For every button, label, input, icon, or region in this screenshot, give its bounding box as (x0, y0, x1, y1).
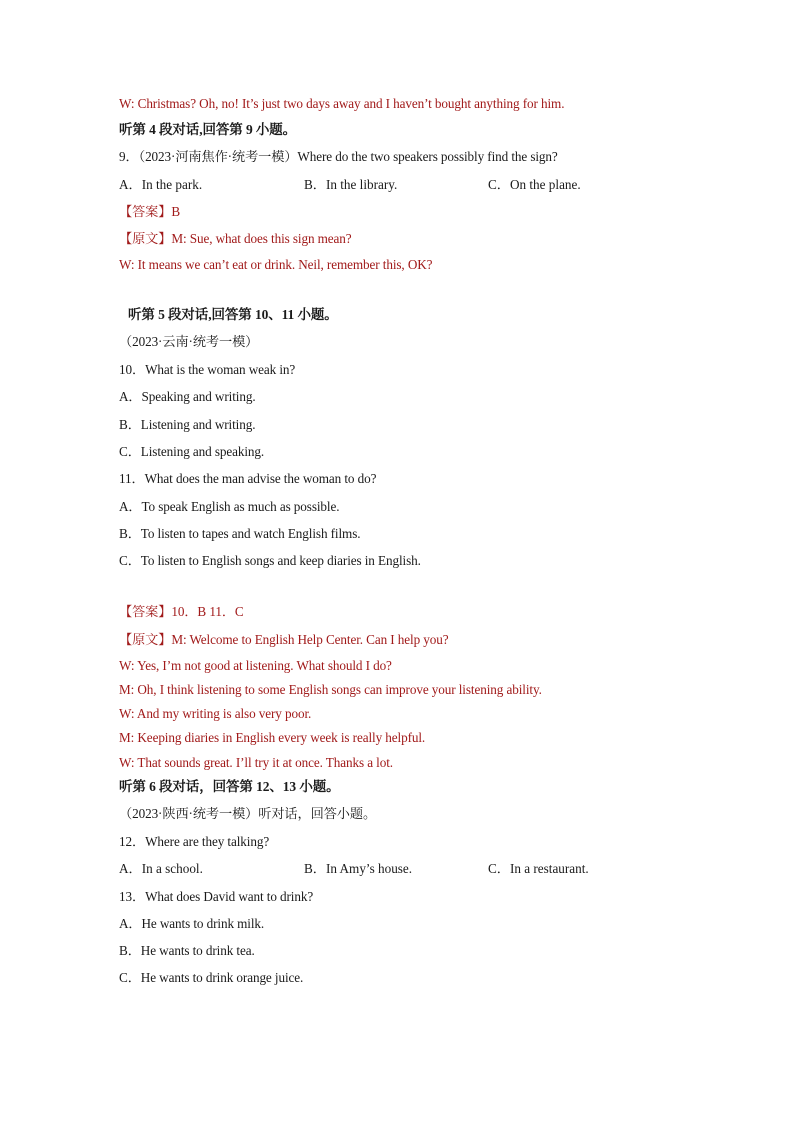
option-c: C．On the plane. (488, 177, 581, 192)
option-a: A．In the park. (119, 177, 203, 192)
answer-line: 【答案】10．B 11．C (119, 604, 244, 619)
question-13: 13．What does David want to drink? (119, 889, 314, 904)
option-b: B．In the library. (304, 177, 398, 192)
transcript-line: W: It means we can’t eat or drink. Neil, remember this, OK? (119, 257, 433, 272)
option-c: C．In a restaurant. (488, 861, 589, 876)
transcript-line: W: That sounds great. I’ll try it at once. Thanks a lot. (119, 755, 393, 770)
question-source: （2023·云南·统考一模） (119, 334, 259, 349)
transcript-line: W: And my writing is also very poor. (119, 706, 312, 721)
transcript-line: 【原文】M: Sue, what does this sign mean? (119, 231, 352, 246)
option-a: A．To speak English as much as possible. (119, 499, 340, 514)
question-10: 10．What is the woman weak in? (119, 362, 296, 377)
question-12: 12．Where are they talking? (119, 834, 270, 849)
option-b: B．He wants to drink tea. (119, 943, 255, 958)
option-b: B．In Amy’s house. (304, 861, 413, 876)
transcript-line: W: Yes, I’m not good at listening. What should I do? (119, 658, 392, 673)
option-a: A．Speaking and writing. (119, 389, 256, 404)
answer-line: 【答案】B (119, 204, 181, 219)
question-source: （2023·陕西·统考一模）听对话，回答小题。 (119, 806, 377, 821)
option-c: C．Listening and speaking. (119, 444, 265, 459)
section-heading: 听第 4 段对话,回答第 9 小题。 (119, 122, 297, 137)
option-c: C．He wants to drink orange juice. (119, 970, 304, 985)
section-heading: 听第 5 段对话,回答第 10、11 小题。 (128, 307, 338, 322)
transcript-line: M: Oh, I think listening to some English songs can improve your listening ability. (119, 682, 542, 697)
option-a: A．He wants to drink milk. (119, 916, 265, 931)
option-a: A．In a school. (119, 861, 203, 876)
option-b: B．To listen to tapes and watch English films. (119, 526, 361, 541)
transcript-line: W: Christmas? Oh, no! It’s just two days away and I haven’t bought anything for him. (119, 96, 565, 111)
option-c: C．To listen to English songs and keep diaries in English. (119, 553, 421, 568)
option-b: B．Listening and writing. (119, 417, 256, 432)
question-9: 9．（2023·河南焦作·统考一模）Where do the two speakers possibly find the sign? (119, 149, 558, 164)
question-11: 11．What does the man advise the woman to do? (119, 471, 377, 486)
section-heading: 听第 6 段对话，回答第 12、13 小题。 (119, 779, 340, 794)
transcript-line: M: Keeping diaries in English every week is really helpful. (119, 730, 426, 745)
transcript-line: 【原文】M: Welcome to English Help Center. Can I help you? (119, 632, 449, 647)
